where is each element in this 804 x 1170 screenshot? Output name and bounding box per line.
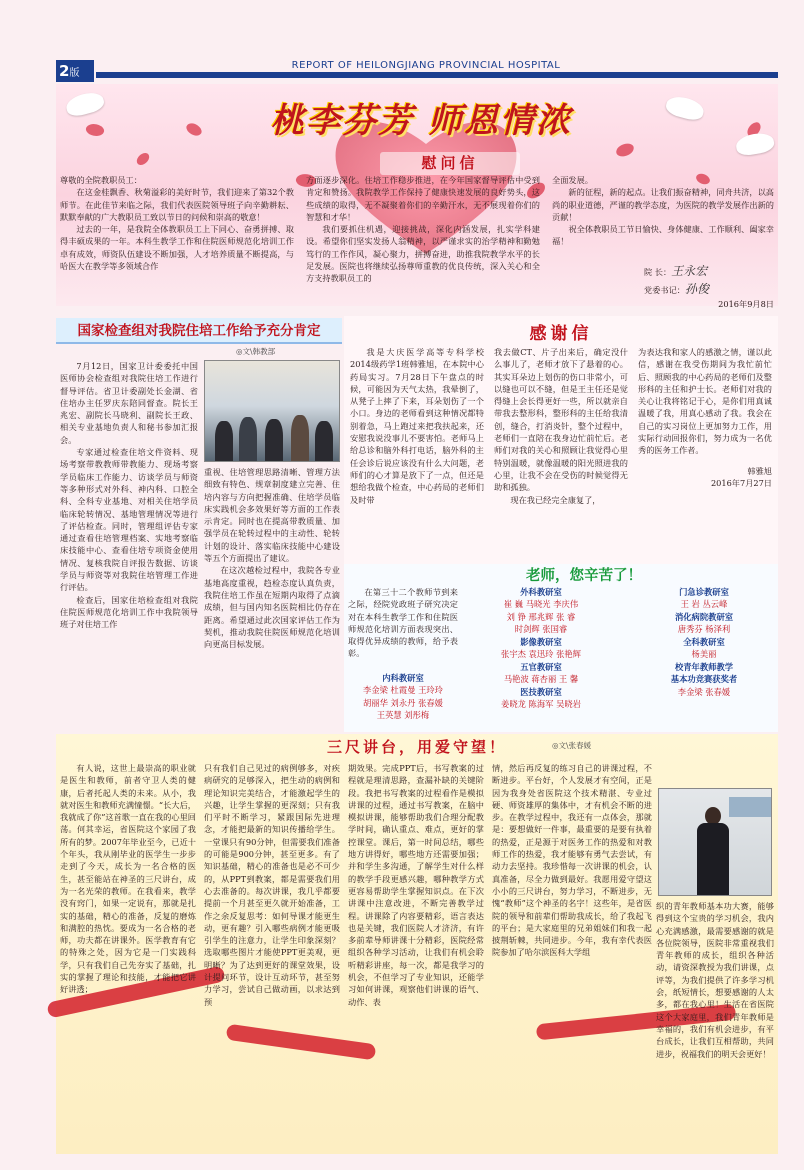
- letter-paragraph: 在这金桂飘香、秋菊溢彩的美好时节，我们迎来了第32个教师节。在此佳节来临之际，我们代表医院领导班子向辛勤耕耘、默默奉献的广大教职员工致以节日的问候和崇高的敬意！: [60, 187, 294, 222]
- podium-column-2: 只有我们自己见过的病例够多，对疾病研究的足够深入，把生动的病例和理论知识完美结合，才能激起学生的兴趣，让学生掌握的更深刻；只有我们平时不断学习，紧跟国际先进理念，才能把最新的知识传播给学生。一堂课只有90分钟，但需要我们准备的可能是900分钟，甚至更多。有了知识基础，精心的准备也是必不可少的，从PPT到教案，都是需要我们用心去准备的。每次讲课，我几乎都要提前一个月甚至更久就开始准备，工作之余反复思考：如何导课才能更生动，更有趣？引入哪些病例才能更吸引学生的注意力，让学生印象深刻？选取哪些图片才能使PPT更美观，更明晰？为了达到更好的课堂效果，设计提问环节，设计互动环节，甚至努力学习，尝试自己做动画，以求达到预: [204, 763, 340, 1007]
- article-paragraph: 在这次越检过程中，我院各专业基地高度重视，趋检态度认真负责，我院住培工作虽在短期内取得了点滴成绩，但与国内知名医院相比仍存在距离。希望通过此次国家评估工作为契机，推动我院住院医师规范化培训向更高目标发展。: [204, 565, 340, 650]
- dept-name: 基本功竞赛获奖者: [670, 674, 738, 685]
- letter-salutation: 尊敬的全院教职员工：: [60, 175, 142, 185]
- header-bar: [96, 72, 778, 78]
- dept-name: 外科教研室: [520, 587, 562, 597]
- letter-column-3: [552, 174, 774, 310]
- teacher-names: 马艳波 蒋杏丽 王 馨: [503, 674, 579, 685]
- commendation-title: 老师，您辛苦了！: [526, 568, 642, 584]
- letter-signatures: [552, 262, 774, 310]
- commendation-group-column: [634, 586, 774, 698]
- hospital-name: REPORT OF HEILONGJIANG PROVINCIAL HOSPITAL: [216, 60, 636, 72]
- thanks-paragraph: 我去做CT、片子出来后，确定没什么事儿了，老师才放下了悬着的心。其实耳朵边上划伤的伤口非常小，可以缝也可以不缝，但是王主任还是觉得缝上会长得更好一些，所以就亲自带我去整形科，整形科的主任给我清创，缝合，打消炎针，整个过程中，老师们一直陪在我身边忙前忙后。老师们对我的关心和照顾让我觉得心里特别温暖，就像温暖的阳光照进我的心里，让我不会在受伤的时候觉得无助和孤独。: [494, 347, 628, 493]
- inspection-meeting-photo: [204, 360, 340, 462]
- article-column-left: [60, 360, 198, 631]
- podium-column-4: 情，然后再反复的练习自己的讲课过程，不断进步。平台好，个人发展才有空间，正是因为我身处省医院这个技术精湛、专业过硬、师资雄厚的集体中，才有机会不断的进步。在教学过程中，我还有一点体会，那就是：要想做好一件事，最重要的是要有执着的热爱，正是源于对医务工作的热爱和对教师工作的热爱，我才能够有勇气去尝试，有动力去坚持。我珍惜每一次讲课的机会，认真准备，尽全力做到最好。我愿用爱守望这小小的三尺讲台，努力学习，不断进步，无愧“教师”这个神圣的名字！这些年，是省医院的领导和前辈们帮助我成长，给了我起飞的平台；是大家庭里的兄弟姐妹们和我一起披荆斩棘，共同进步。今年，我有幸代表医院参加了哈尔滨医科大学组: [492, 763, 652, 958]
- thanks-signer: 韩雅旭: [747, 465, 772, 476]
- byline: ◎文\韩教部: [236, 347, 276, 356]
- teacher-names: 刘 铮 邢兆辉 张 睿: [506, 611, 576, 622]
- thanks-paragraph: 现在我已经完全康复了，: [510, 494, 601, 505]
- dept-name: 门急诊教研室: [679, 587, 729, 597]
- podium-column-3: 期效果。完成PPT后，书写教案的过程就是理清思路，查漏补缺的关键阶段。我把书写教案的过程看作是模拟讲课的过程，通过书写教案，在脑中模拟讲课，能够帮助我们合理分配教学时间，确认重点、难点，更好的掌控课堂。课后，第一时间总结，哪些地方讲得好，哪些地方还需要加强；并和学生多沟通，了解学生对什么样的教学手段更感兴趣，哪种教学方式更容易帮助学生掌握知识点。在下次讲课中注意改进，不断完善教学过程。讲课除了内容要精彩，语言表达也是关键，我们医院人才济济，有许多前辈导师讲课十分精彩，医院经常组织各种学习活动，让我们有机会聆听精彩讲座，每一次，都是我学习的机会，不但学习了专业知识，还能学习如何讲课，观察他们讲课的语气、动作、表: [348, 763, 484, 1007]
- teacher-names: 张宇杰 袁迅玲 张艳辉: [501, 649, 581, 660]
- dept-name: 消化病院教研室: [674, 611, 734, 622]
- inspection-article: [56, 316, 342, 730]
- petal-decoration: [184, 120, 203, 139]
- letter-paragraph: 祝全体教职员工节日愉快、身体健康、工作顺利、阖家幸福！: [552, 224, 774, 247]
- banner-title: 桃李芬芳 师恩情浓: [270, 101, 572, 141]
- condolence-letter: [60, 150, 776, 310]
- byline: ◎文\张春媛: [552, 741, 592, 750]
- dept-name: 校青年教师教学: [674, 661, 734, 672]
- thanks-paragraph: 为表达我和家人的感激之情，谨以此信，感谢在我受伤期间为我忙前忙后、照顾我的中心药局的老师们及整形科的主任和护士长。老师们对我的关心让我将铭记于心，是你们用真诚温暖了我，用真心感动了我。我会在自己的实习岗位上更加努力工作，用实际行动回报你们，努力成为一名优秀的医务工作者。: [638, 347, 772, 456]
- teacher-names: 姜晓龙 陈海军 吴晓岩: [501, 698, 581, 709]
- commendation-intro: 在第三十二个教师节到来之际，经院党政班子研究决定对在本科生教学工作和住院医师规范化培训方面表现突出、取得优异成绩的教师，给予表彰。: [348, 587, 458, 659]
- teacher-names: 李金梁 张春媛: [677, 686, 731, 697]
- commendation-group: [348, 672, 458, 722]
- article-paragraph: 重视、住培管理思路清晰、管理方法细致有特色、规章制度建立完善、住培内容与方向把握准确、住培学员临床实践机会多效果好等方面的工作表示肯定。同时也在提高带教质量、加强学员在轮转过程中的主动性、轮转计划的设计、落实临床技能中心建设等五个方面提出了建议。: [204, 467, 340, 564]
- signature-label: 党委书记：: [644, 284, 685, 295]
- dept-name: 医技教研室: [520, 686, 562, 697]
- teacher-names: 王英慧 刘彤梅: [376, 710, 430, 721]
- thanks-column-3: [638, 346, 772, 489]
- article-title: 国家检查组对我院住培工作给予充分肯定: [56, 318, 342, 344]
- president-signature: 王永宏: [671, 263, 708, 278]
- page-number: 2版: [56, 60, 94, 82]
- letter-title: 慰问信: [380, 152, 520, 175]
- letter-paragraph: 过去的一年，是我院全体教职员工上下同心、奋勇拼搏、取得丰硕成果的一年。本科生教学工作和住院医师规范化培训工作卓有成效，师资队伍建设不断加强，人才培养质量不断提高，与哈医大在教学等多领域合作: [60, 224, 294, 272]
- teacher-names: 胡丽华 刘永丹 张春媛: [363, 697, 443, 708]
- letter-column-2: [306, 174, 540, 285]
- article-paragraph: 7月12日，国家卫计委委托中国医师协会检查组对我院住培工作进行督导评估。省卫计委副处长金湖、省住培办主任罗庆东陪同督查。院长王兆宏、副院长马晓利、副院长王政、相关专业基地负责人和秘书参加汇报会。: [60, 361, 198, 445]
- letter-paragraph: 方面逐步深化。住培工作稳步推进，在今年国家督导评估中受到肯定和赞扬。我院教学工作保持了健康快速发展的良好势头，这些成绩的取得，无不凝聚着你们的辛勤汗水，无不展现着你们的智慧和才华！: [306, 175, 540, 222]
- dove-icon: [664, 93, 706, 122]
- teacher-names: 王 岩 丛云峰: [680, 599, 728, 610]
- dept-name: 五官教研室: [520, 661, 562, 672]
- teacher-names: 时剑辉 张国睿: [514, 624, 568, 635]
- dove-icon: [64, 89, 106, 118]
- signature-label: 院 长：: [644, 266, 672, 277]
- teacher-names: 唐秀芬 杨泽利: [677, 624, 731, 635]
- letter-paragraph: 全面发展。: [552, 175, 593, 185]
- teacher-names: 崔 巍 马晓光 李庆伟: [503, 599, 579, 610]
- teacher-commendation: [344, 564, 778, 732]
- podium-title: 三尺讲台，用爱守望！: [326, 738, 507, 756]
- teacher-names: 杨美丽: [691, 649, 717, 660]
- secretary-signature: 孙俊: [684, 281, 709, 296]
- masthead: [56, 60, 778, 82]
- teacher-names: 李金梁 杜霞曼 王玲玲: [363, 685, 443, 696]
- thanks-column-1: 我是大庆医学高等专科学校2014级药学1班韩雅旭，在本院中心药局实习。7月28日下午盘点的时候，可能因为天气太热，我晕倒了，从凳子上摔了下来，耳朵划伤了一个小口。身边的老师看到这种情况都特别着急，马上跑过来把我扶起来，还安慰我说没事儿不要害怕。老师马上给总诊和脑外科打电话，脑外科的主任会诊后说应该没有什么大问题，老师们的心才算是放下了一点，但还是想给我做个检查，中心药局的老师们及时带: [350, 347, 484, 505]
- podium-column-1: 有人说，这世上最崇高的职业就是医生和教师，前者守卫人类的健康，后者托起人类的未来。从小，我就对医生和教师充满憧憬。“长大后，我就成了你”这首歌一直在我的心里回荡。何其幸运，省医院这个家园了我所有的梦。2007年毕业至今，已近十个年头，我从刚毕业的医学生一步步走到了今天，成长为一名合格的医生，甚至能站在神圣的三尺讲台，成为一名光荣的教师。在我看来，教学没有窍门，如果一定说有，那就是扎实的基础，精心的准备，反复的磨炼和满腔的热忱。要成为一名合格的老师，功夫都在讲课外。医学教育有它的特殊之处，因为它是一门实践科学，只有我们自己先夯实了基础，扎实的掌握了理论和技能，才能把它讲好讲透；: [60, 763, 196, 995]
- ribbon-decoration: [226, 1024, 377, 1061]
- thanks-title: 感谢信: [529, 324, 593, 344]
- thanks-column-2: [494, 346, 628, 506]
- thank-you-letter: [344, 316, 778, 570]
- dept-name: 内科教研室: [382, 673, 424, 683]
- letter-paragraph: 新的征程，新的起点。让我们振奋精神，同舟共济，以高尚的职业道德，严谨的教学态度，为医院的教学发展作出新的贡献！: [552, 187, 774, 222]
- letter-paragraph: 我们要抓住机遇，迎接挑战，深化内涵发展，扎实学科建设。希望你们坚实发扬人翁精神，以严谨求实的治学精神和勤勉笃行的工作作风，凝心聚力，拼搏奋进，助推我院教学水平的长足发展。医院也将继续弘扬尊师重教的优良传统，深入关心和全方支持教职员工的: [306, 224, 540, 284]
- letter-date: 2016年9月8日: [718, 298, 774, 309]
- commendation-group-column: [466, 586, 616, 710]
- dept-name: 全科教研室: [683, 636, 725, 647]
- dept-name: 影像教研室: [520, 636, 562, 647]
- podium-column-5: 织的青年教师基本功大赛，能够得到这个宝贵的学习机会，我内心充满感激，最需要感谢的就是各位院领导，医院非常重视我们青年教师的成长，组织各种活动，请资深教授为我们讲课，点评等，为我们提供了许多学习机会，纸短情长，想要感谢的人太多，都在我心里！生活在省医院这个大家庭里，我们青年教师是幸福的，我们有机会进步，有平台成长，让我们互相帮助，共同进步，祝福我们的明天会更好！: [656, 901, 774, 1059]
- thanks-date: 2016年7月27日: [710, 477, 772, 488]
- speaker-photo: [658, 788, 772, 896]
- article-column-right: [204, 466, 340, 650]
- article-paragraph: 专家通过检查住培文件资料、现场考察带教教师带教能力、现场考察学员临床工作能力、访谈学员与师资等多种形式对外科、神内科、口腔全科、全科专业基地、对相关住培学员临床轮转情况、基地管理情况等进行了评估检查。同时，管理组评估专家通过查看住培管理档案、实地考察临床技能中心、查看住培专项资金使用情况、复核我院自评报告数据、访谈学员与师资等对我院住培管理工作进行评估。: [60, 447, 198, 593]
- podium-article: [56, 734, 778, 1154]
- article-paragraph: 检查后，国家住培检查组对我院住院医师规范化培训工作中我院领导班子对住培工作: [60, 594, 198, 630]
- petal-decoration: [84, 121, 105, 138]
- letter-column-1: [60, 174, 294, 272]
